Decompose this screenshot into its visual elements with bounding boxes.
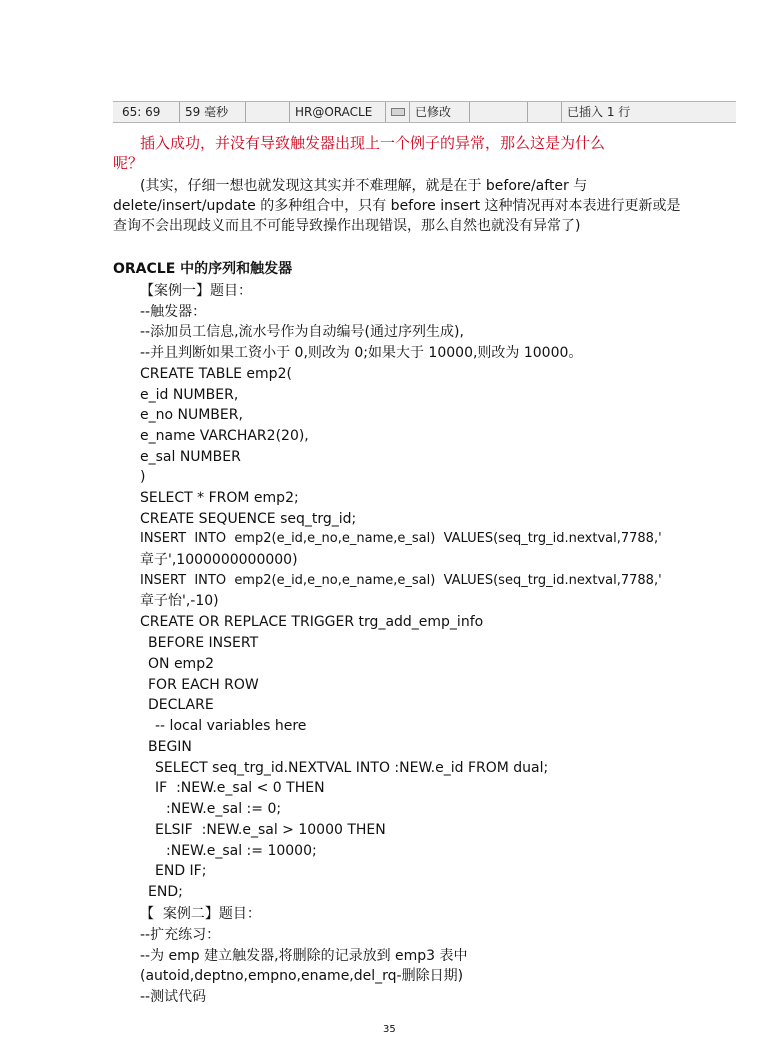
code-line: :NEW.e_sal := 10000; <box>166 843 317 859</box>
code-line: FOR EACH ROW <box>148 677 259 693</box>
code-comment: --为 emp 建立触发器,将删除的记录放到 emp3 表中 <box>140 948 468 964</box>
code-line: ON emp2 <box>148 656 214 672</box>
code-comment: --添加员工信息,流水号作为自动编号(通过序列生成), <box>140 324 464 340</box>
question-text: 插入成功，并没有导致触发器出现上一个例子的异常，那么这是为什么 <box>140 134 606 152</box>
case-two-title: 【 案例二】题目： <box>140 906 261 922</box>
code-comment: --扩充练习： <box>140 927 221 943</box>
code-comment: --测试代码 <box>140 989 207 1005</box>
code-comment: (autoid,deptno,empno,ename,del_rq-删除日期) <box>140 968 464 984</box>
code-line: e_sal NUMBER <box>140 449 241 465</box>
explanation-text: 查询不会出现歧义而且不可能导致操作出现错误，那么自然也就没有异常了) <box>113 218 581 234</box>
status-cell-empty <box>245 102 289 122</box>
code-line: CREATE OR REPLACE TRIGGER trg_add_emp_info <box>140 614 484 630</box>
code-comment: --触发器： <box>140 304 207 320</box>
code-line: 章子怡',-10) <box>140 593 219 609</box>
modified-status: 已修改 <box>409 102 469 122</box>
question-text-end: 呢？ <box>113 154 144 172</box>
code-line: IF :NEW.e_sal < 0 THEN <box>155 780 325 796</box>
explanation-text: (其实，仔细一想也就发现这其实并不难理解，就是在于 before/after 与 <box>140 178 588 194</box>
cursor-position: 65: 69 <box>122 105 161 119</box>
case-one-title: 【案例一】题目： <box>140 283 252 299</box>
status-cell-icon <box>385 102 409 122</box>
code-line: INSERT INTO emp2(e_id,e_no,e_name,e_sal) VALUES(seq_trg_id.nextval,7788,' <box>140 531 662 546</box>
code-line: INSERT INTO emp2(e_id,e_no,e_name,e_sal) VALUES(seq_trg_id.nextval,7788,' <box>140 573 662 588</box>
code-line: e_no NUMBER, <box>140 407 243 423</box>
code-line: 章子',1000000000000) <box>140 552 298 568</box>
page-number: 35 <box>383 1024 396 1035</box>
keyboard-icon <box>391 108 405 116</box>
code-line: END IF; <box>155 863 207 879</box>
code-comment: --并且判断如果工资小于 0,则改为 0;如果大于 10000,则改为 10000。 <box>140 345 583 361</box>
code-line: CREATE TABLE emp2( <box>140 366 292 382</box>
code-line: DECLARE <box>148 697 214 713</box>
code-line: SELECT seq_trg_id.NEXTVAL INTO :NEW.e_id FROM dual; <box>155 760 549 776</box>
code-line: -- local variables here <box>155 718 307 734</box>
code-line: e_id NUMBER, <box>140 387 239 403</box>
code-line: :NEW.e_sal := 0; <box>166 801 282 817</box>
code-line: BEGIN <box>148 739 192 755</box>
connection-info: HR@ORACLE <box>289 102 385 122</box>
code-line: SELECT * FROM emp2; <box>140 490 299 506</box>
code-line: ) <box>140 469 146 485</box>
execution-time: 59 毫秒 <box>179 102 245 122</box>
status-cell-empty <box>527 102 561 122</box>
code-line: e_name VARCHAR2(20), <box>140 428 309 444</box>
explanation-text: delete/insert/update 的多种组合中，只有 before insert 这种情况再对本表进行更新或是 <box>113 198 681 214</box>
status-bar <box>113 101 736 123</box>
section-heading: ORACLE 中的序列和触发器 <box>113 261 293 277</box>
rows-inserted: 已插入 1 行 <box>561 102 736 122</box>
code-line: ELSIF :NEW.e_sal > 10000 THEN <box>155 822 386 838</box>
code-line: END; <box>148 884 183 900</box>
status-cell-empty <box>469 102 527 122</box>
code-line: CREATE SEQUENCE seq_trg_id; <box>140 511 357 527</box>
code-line: BEFORE INSERT <box>148 635 259 651</box>
